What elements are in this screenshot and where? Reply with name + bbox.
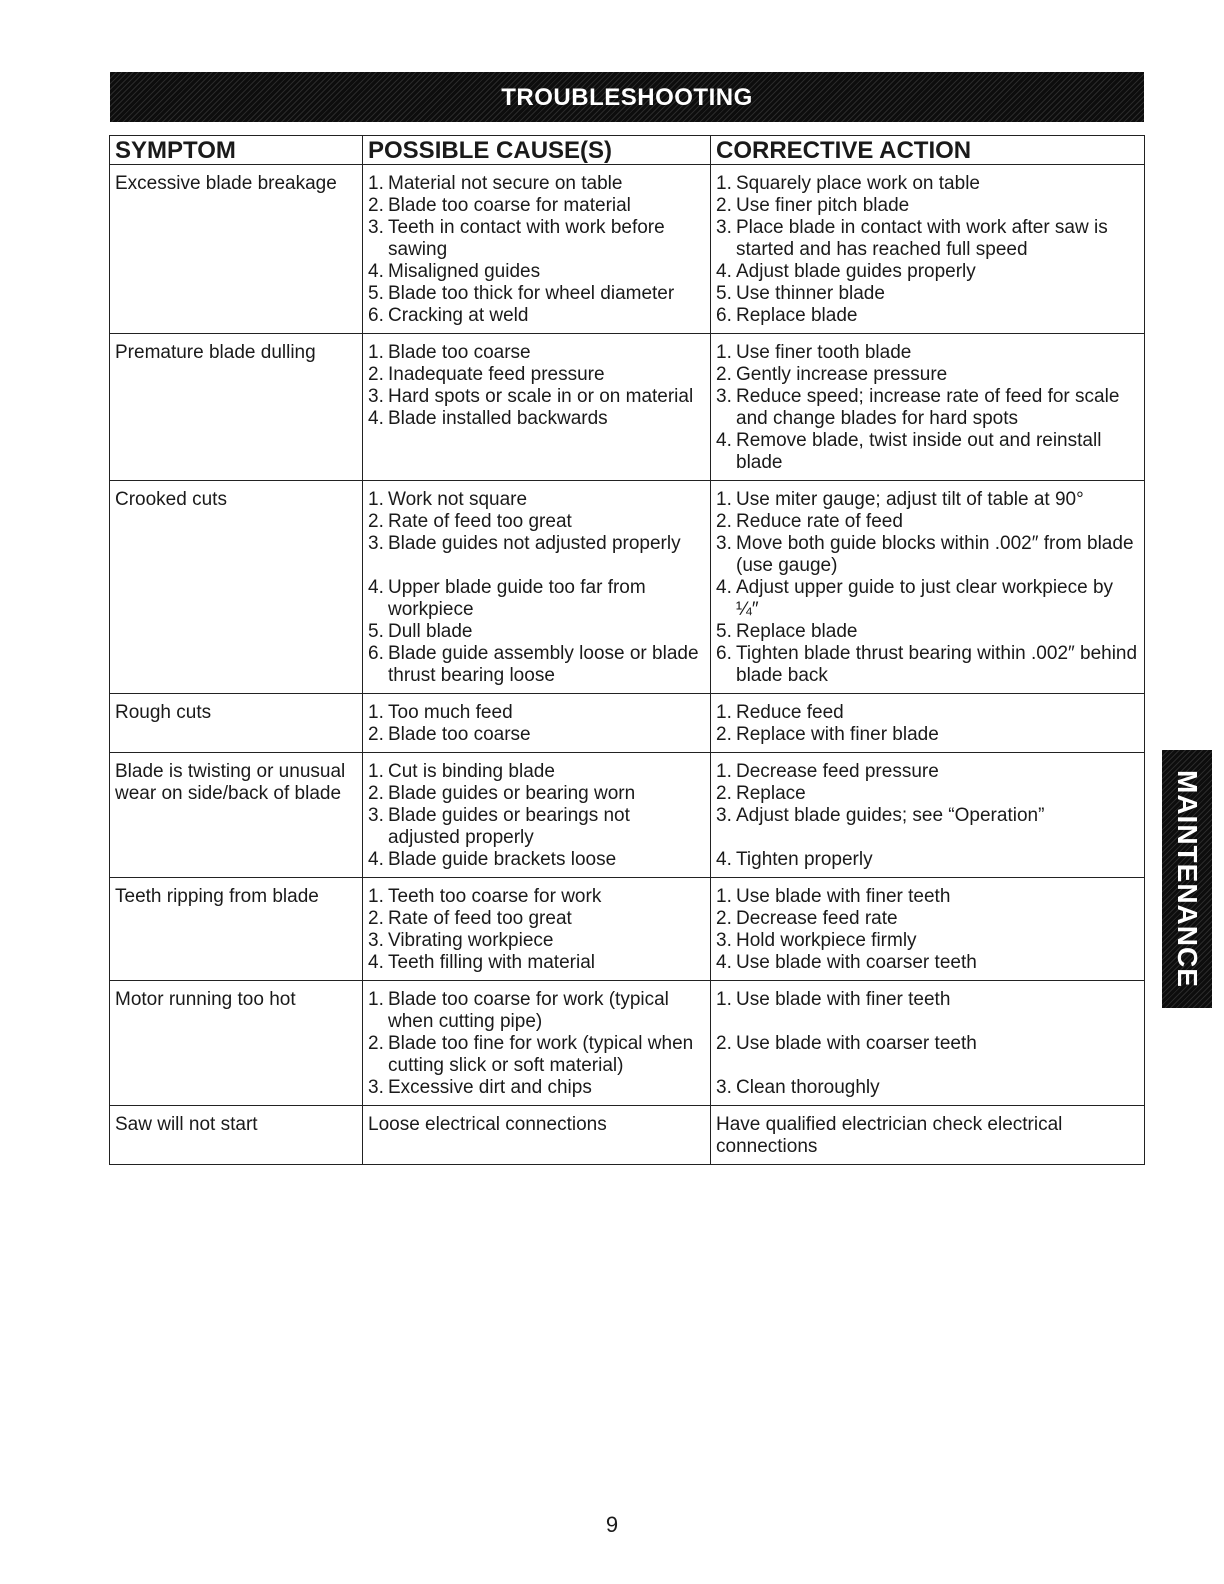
item-text: Use finer pitch blade — [736, 195, 910, 216]
item-text: Blade too fine for work (typical when cutting slick or soft material) — [388, 1033, 694, 1076]
cause-item — [368, 533, 706, 555]
item-text: Blade guide assembly loose or blade thrust bearing loose — [388, 643, 699, 686]
item-number: 4. — [368, 849, 384, 870]
item-number: 5. — [368, 283, 384, 304]
action-item — [716, 511, 1140, 533]
maintenance-side-tab — [1162, 750, 1212, 1008]
cause-item — [368, 217, 706, 261]
item-text: Teeth in contact with work before sawing — [388, 217, 665, 260]
item-text: Use finer tooth blade — [736, 342, 912, 363]
cause-item — [368, 577, 706, 621]
header-symptom: SYMPTOM — [110, 136, 363, 165]
cause-item — [368, 1077, 706, 1099]
item-number: 4. — [716, 952, 732, 973]
symptom-cell: Excessive blade breakage — [110, 165, 363, 334]
item-text: Remove blade, twist inside out and reinstall blade — [736, 430, 1102, 473]
item-number: 2. — [716, 195, 732, 216]
action-item — [716, 908, 1140, 930]
item-number: 6. — [368, 305, 384, 326]
action-cell — [711, 981, 1145, 1106]
item-text: Cut is binding blade — [388, 761, 555, 782]
item-text: Rate of feed too great — [388, 511, 572, 532]
spacer — [716, 1055, 1140, 1077]
action-item — [716, 283, 1140, 305]
symptom-cell: Teeth ripping from blade — [110, 878, 363, 981]
cause-item — [368, 952, 706, 974]
item-number: 1. — [368, 761, 384, 782]
cause-cell — [363, 694, 711, 753]
section-title: TROUBLESHOOTING — [110, 72, 1144, 122]
item-text: Teeth filling with material — [388, 952, 595, 973]
cause-item — [368, 283, 706, 305]
table-row — [110, 753, 1145, 878]
item-number: 3. — [368, 217, 384, 238]
item-number: 2. — [368, 364, 384, 385]
cause-item — [368, 783, 706, 805]
cause-item — [368, 489, 706, 511]
action-item — [716, 305, 1140, 327]
item-text: Rate of feed too great — [388, 908, 572, 929]
item-number: 4. — [368, 261, 384, 282]
action-item — [716, 783, 1140, 805]
action-item — [716, 342, 1140, 364]
cause-cell — [363, 1106, 711, 1165]
header-possible-causes: POSSIBLE CAUSE(S) — [363, 136, 711, 165]
cause-item — [368, 886, 706, 908]
item-text: Decrease feed pressure — [736, 761, 939, 782]
header-corrective-action: CORRECTIVE ACTION — [711, 136, 1145, 165]
action-item — [716, 195, 1140, 217]
table-row — [110, 878, 1145, 981]
item-text: Blade too thick for wheel diameter — [388, 283, 675, 304]
action-item — [716, 621, 1140, 643]
item-text: Have qualified electrician check electrical connections — [716, 1114, 1063, 1157]
symptom-cell: Rough cuts — [110, 694, 363, 753]
item-number: 1. — [716, 989, 732, 1010]
item-text: Adjust blade guides properly — [736, 261, 976, 282]
item-text: Blade too coarse — [388, 724, 531, 745]
cause-cell — [363, 481, 711, 694]
item-number: 3. — [716, 217, 732, 238]
item-text: Move both guide blocks within .002″ from blade (use gauge) — [736, 533, 1134, 576]
item-number: 2. — [368, 783, 384, 804]
item-number: 2. — [716, 783, 732, 804]
item-number: 4. — [716, 849, 732, 870]
cause-item — [368, 305, 706, 327]
action-item — [716, 217, 1140, 261]
item-number: 1. — [368, 702, 384, 723]
item-number: 1. — [716, 761, 732, 782]
item-text: Use blade with finer teeth — [736, 989, 951, 1010]
item-number: 2. — [716, 1033, 732, 1054]
item-text: Blade too coarse — [388, 342, 531, 363]
cause-cell — [363, 165, 711, 334]
spacer — [716, 827, 1140, 849]
item-text: Place blade in contact with work after saw is started and has reached full speed — [736, 217, 1108, 260]
item-text: Upper blade guide too far from workpiece — [388, 577, 646, 620]
action-item — [716, 364, 1140, 386]
item-number: 4. — [716, 430, 732, 451]
item-number: 6. — [368, 643, 384, 664]
item-number: 3. — [716, 1077, 732, 1098]
item-number: 3. — [368, 805, 384, 826]
item-number: 1. — [716, 702, 732, 723]
item-number: 2. — [716, 724, 732, 745]
item-text: Decrease feed rate — [736, 908, 898, 929]
item-text: Tighten blade thrust bearing within .002″ behind blade back — [736, 643, 1138, 686]
cause-item — [368, 511, 706, 533]
item-text: Blade installed backwards — [388, 408, 608, 429]
action-cell — [711, 694, 1145, 753]
item-text: Dull blade — [388, 621, 473, 642]
table-row — [110, 694, 1145, 753]
item-number: 1. — [368, 886, 384, 907]
item-text: Use blade with coarser teeth — [736, 1033, 977, 1054]
item-text: Work not square — [388, 489, 528, 510]
cause-cell — [363, 334, 711, 481]
cause-item — [368, 805, 706, 849]
item-number: 3. — [716, 386, 732, 407]
item-text: Tighten properly — [736, 849, 873, 870]
item-text: Blade guides not adjusted properly — [388, 533, 681, 554]
action-item — [716, 849, 1140, 871]
action-item — [716, 386, 1140, 430]
item-text: Reduce speed; increase rate of feed for scale and change blades for hard spots — [736, 386, 1120, 429]
item-text: Loose electrical connections — [368, 1114, 607, 1135]
item-text: Use blade with finer teeth — [736, 886, 951, 907]
action-item — [716, 952, 1140, 974]
cause-item — [368, 702, 706, 724]
cause-item — [368, 261, 706, 283]
item-number: 1. — [368, 342, 384, 363]
table-row — [110, 334, 1145, 481]
item-text: Adjust upper guide to just clear workpiece by ¼″ — [736, 577, 1114, 620]
item-number: 3. — [368, 386, 384, 407]
item-number: 3. — [368, 930, 384, 951]
cause-item — [368, 342, 706, 364]
item-text: Use blade with coarser teeth — [736, 952, 977, 973]
table-row — [110, 481, 1145, 694]
item-number: 2. — [368, 195, 384, 216]
action-item — [716, 724, 1140, 746]
item-number: 2. — [368, 908, 384, 929]
cause-cell — [363, 878, 711, 981]
table-row — [110, 981, 1145, 1106]
item-number: 2. — [716, 364, 732, 385]
spacer — [716, 1011, 1140, 1033]
item-text: Squarely place work on table — [736, 173, 980, 194]
action-cell — [711, 1106, 1145, 1165]
item-number: 6. — [716, 643, 732, 664]
symptom-cell: Saw will not start — [110, 1106, 363, 1165]
item-text: Gently increase pressure — [736, 364, 948, 385]
item-number: 1. — [716, 489, 732, 510]
item-number: 3. — [368, 1077, 384, 1098]
item-text: Blade guides or bearings not adjusted properly — [388, 805, 630, 848]
item-text: Replace blade — [736, 621, 858, 642]
action-cell — [711, 334, 1145, 481]
item-number: 2. — [368, 1033, 384, 1054]
item-number: 1. — [716, 342, 732, 363]
action-item — [716, 1114, 1140, 1158]
action-item — [716, 533, 1140, 577]
cause-item — [368, 1114, 706, 1136]
cause-item — [368, 989, 706, 1033]
item-text: Replace with finer blade — [736, 724, 939, 745]
action-cell — [711, 878, 1145, 981]
item-text: Adjust blade guides; see “Operation” — [736, 805, 1045, 826]
action-item — [716, 886, 1140, 908]
cause-item — [368, 724, 706, 746]
item-number: 1. — [716, 886, 732, 907]
item-number: 5. — [716, 283, 732, 304]
action-item — [716, 261, 1140, 283]
item-text: Clean thoroughly — [736, 1077, 880, 1098]
cause-item — [368, 408, 706, 430]
item-number: 3. — [716, 533, 732, 554]
action-item — [716, 489, 1140, 511]
item-text: Hold workpiece firmly — [736, 930, 917, 951]
cause-item — [368, 364, 706, 386]
troubleshooting-table — [109, 135, 1145, 1165]
item-text: Blade guide brackets loose — [388, 849, 617, 870]
action-cell — [711, 753, 1145, 878]
symptom-cell: Motor running too hot — [110, 981, 363, 1106]
action-item — [716, 1077, 1140, 1099]
action-cell — [711, 165, 1145, 334]
action-item — [716, 173, 1140, 195]
cause-item — [368, 849, 706, 871]
action-item — [716, 577, 1140, 621]
item-text: Material not secure on table — [388, 173, 623, 194]
item-text: Use miter gauge; adjust tilt of table at 90° — [736, 489, 1084, 510]
cause-item — [368, 643, 706, 687]
item-text: Too much feed — [388, 702, 513, 723]
item-number: 4. — [368, 952, 384, 973]
item-number: 3. — [716, 805, 732, 826]
item-number: 3. — [368, 533, 384, 554]
table-header-row — [110, 136, 1145, 165]
item-number: 5. — [716, 621, 732, 642]
action-item — [716, 1033, 1140, 1055]
table-row — [110, 1106, 1145, 1165]
item-number: 6. — [716, 305, 732, 326]
cause-item — [368, 195, 706, 217]
item-text: Use thinner blade — [736, 283, 885, 304]
item-text: Reduce feed — [736, 702, 844, 723]
item-text: Replace — [736, 783, 806, 804]
action-item — [716, 430, 1140, 474]
item-number: 5. — [368, 621, 384, 642]
cause-item — [368, 173, 706, 195]
table-row — [110, 165, 1145, 334]
item-number: 4. — [716, 577, 732, 598]
item-number: 2. — [368, 724, 384, 745]
item-number: 2. — [716, 908, 732, 929]
cause-item — [368, 761, 706, 783]
side-tab-label: MAINTENANCE — [1172, 770, 1203, 988]
item-text: Hard spots or scale in or on material — [388, 386, 694, 407]
action-item — [716, 989, 1140, 1011]
item-number: 4. — [368, 408, 384, 429]
page-number: 9 — [605, 1512, 619, 1537]
cause-item — [368, 621, 706, 643]
item-number: 4. — [368, 577, 384, 598]
item-text: Misaligned guides — [388, 261, 541, 282]
item-text: Excessive dirt and chips — [388, 1077, 592, 1098]
item-text: Reduce rate of feed — [736, 511, 903, 532]
item-text: Blade guides or bearing worn — [388, 783, 636, 804]
item-text: Vibrating workpiece — [388, 930, 554, 951]
item-number: 4. — [716, 261, 732, 282]
symptom-cell: Blade is twisting or unusual wear on side/back of blade — [110, 753, 363, 878]
item-text: Blade too coarse for material — [388, 195, 631, 216]
item-text: Cracking at weld — [388, 305, 529, 326]
item-text: Inadequate feed pressure — [388, 364, 605, 385]
action-cell — [711, 481, 1145, 694]
spacer — [368, 555, 706, 577]
cause-item — [368, 386, 706, 408]
symptom-cell: Premature blade dulling — [110, 334, 363, 481]
cause-item — [368, 908, 706, 930]
item-number: 3. — [716, 930, 732, 951]
item-text: Blade too coarse for work (typical when cutting pipe) — [388, 989, 669, 1032]
item-number: 1. — [368, 173, 384, 194]
action-item — [716, 702, 1140, 724]
cause-cell — [363, 753, 711, 878]
item-number: 1. — [368, 489, 384, 510]
item-number: 2. — [368, 511, 384, 532]
action-item — [716, 930, 1140, 952]
item-number: 1. — [716, 173, 732, 194]
item-number: 2. — [716, 511, 732, 532]
action-item — [716, 805, 1140, 827]
symptom-cell: Crooked cuts — [110, 481, 363, 694]
item-text: Replace blade — [736, 305, 858, 326]
cause-cell — [363, 981, 711, 1106]
cause-item — [368, 930, 706, 952]
cause-item — [368, 1033, 706, 1077]
item-text: Teeth too coarse for work — [388, 886, 602, 907]
action-item — [716, 761, 1140, 783]
action-item — [716, 643, 1140, 687]
item-number: 1. — [368, 989, 384, 1010]
